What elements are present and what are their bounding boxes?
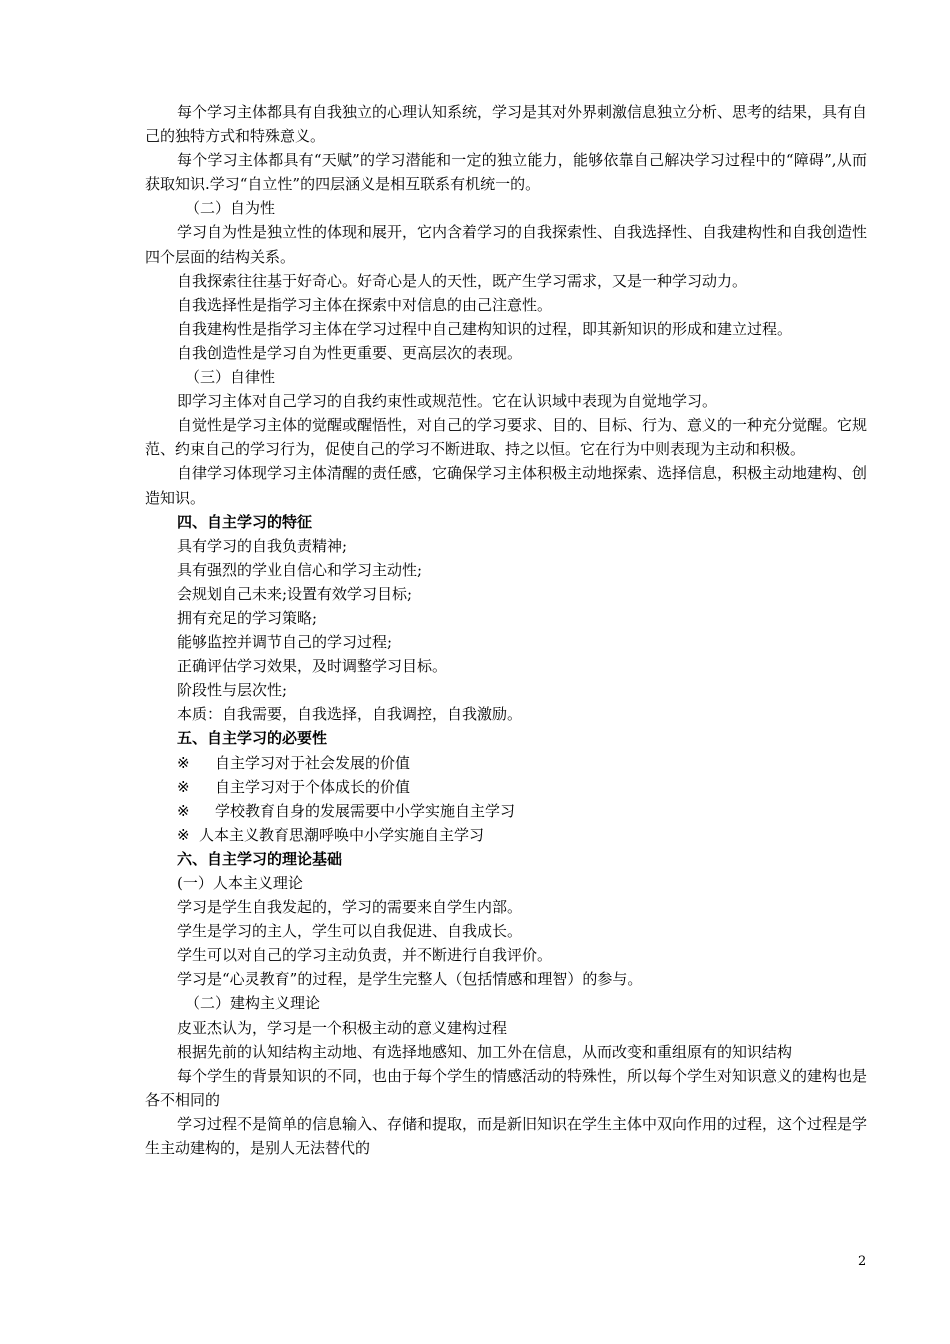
paragraph: 自我建构性是指学习主体在学习过程中自己建构知识的过程，即其新知识的形成和建立过程。 bbox=[177, 319, 793, 338]
paragraph: 每个学习主体都具有自我独立的心理认知系统，学习是其对外界刺激信息独立分析、思考的结果，具有自己的独特方式和特殊意义。 bbox=[145, 103, 868, 146]
page-number: 2 bbox=[858, 1254, 867, 1269]
list-item: 阶段性与层次性; bbox=[177, 681, 288, 700]
paragraph: 自律学习体现学习主体清醒的责任感，它确保学习主体积极主动地探索、选择信息，积极主动地建构、创造知识。 bbox=[145, 464, 868, 507]
paragraph: 自我选择性是指学习主体在探索中对信息的由己注意性。 bbox=[177, 295, 553, 314]
reference-mark-icon: ※ bbox=[177, 801, 190, 820]
reference-mark-icon: ※ bbox=[177, 753, 190, 772]
bullet-item bbox=[145, 799, 867, 823]
paragraph: 自我创造性是学习自为性更重要、更高层次的表现。 bbox=[177, 343, 523, 362]
list-item: 学习是学生自我发起的，学习的需要来自学生内部。 bbox=[177, 898, 523, 917]
document-body bbox=[145, 100, 867, 1160]
paragraph: 即学习主体对自己学习的自我约束性或规范性。它在认识域中表现为自觉地学习。 bbox=[177, 392, 718, 411]
subsection-heading: （二）建构主义理论 bbox=[185, 994, 321, 1013]
paragraph: 每个学习主体都具有“天赋”的学习潜能和一定的独立能力，能够依靠自己解决学习过程中的“障碍”,从而获取知识.学习“自立性”的四层涵义是相互联系有机统一的。 bbox=[145, 151, 867, 194]
section-heading: 六、自主学习的理论基础 bbox=[177, 849, 343, 868]
paragraph: 学习自为性是独立性的体现和展开，它内含着学习的自我探索性、自我选择性、自我建构性和自我创造性四个层面的结构关系。 bbox=[145, 223, 868, 266]
paragraph: 根据先前的认知结构主动地、有选择地感知、加工外在信息，从而改变和重组原有的知识结构 bbox=[177, 1042, 793, 1061]
reference-mark-icon: ※ bbox=[177, 777, 190, 796]
subsection-heading: （二）自为性 bbox=[185, 199, 276, 218]
bullet-item bbox=[145, 823, 867, 847]
list-item: 具有学习的自我负责精神; bbox=[177, 536, 348, 555]
subsection-heading: （三）自律性 bbox=[185, 368, 276, 387]
paragraph: 自觉性是学习主体的觉醒或醒悟性，对自己的学习要求、目的、目标、行为、意义的一种充分觉醒。它规范、约束自己的学习行为，促使自己的学习不断进取、持之以恒。它在行为中则表现为主动和积极。 bbox=[145, 416, 868, 459]
bullet-text: 人本主义教育思潮呼唤中小学实施自主学习 bbox=[199, 825, 485, 844]
reference-mark-icon: ※ bbox=[177, 825, 190, 844]
list-item: 正确评估学习效果，及时调整学习目标。 bbox=[177, 657, 448, 676]
list-item: 具有强烈的学业自信心和学习主动性; bbox=[177, 560, 423, 579]
bullet-item bbox=[145, 751, 867, 775]
list-item: 会规划自己未来;设置有效学习目标; bbox=[177, 584, 413, 603]
paragraph: 皮亚杰认为，学习是一个积极主动的意义建构过程 bbox=[177, 1018, 508, 1037]
list-item: 本质：自我需要，自我选择，自我调控，自我激励。 bbox=[177, 705, 523, 724]
subsection-heading: (一）人本主义理论 bbox=[177, 874, 303, 892]
paragraph: 学习过程不是简单的信息输入、存储和提取，而是新旧知识在学生主体中双向作用的过程，这个过程是学生主动建构的，是别人无法替代的 bbox=[145, 1114, 868, 1158]
bullet-text: 学校教育自身的发展需要中小学实施自主学习 bbox=[215, 801, 516, 820]
bullet-item bbox=[145, 775, 867, 799]
list-item: 学生是学习的主人，学生可以自我促进、自我成长。 bbox=[177, 922, 523, 941]
section-heading: 五、自主学习的必要性 bbox=[177, 729, 328, 748]
list-item: 学生可以对自己的学习主动负责，并不断进行自我评价。 bbox=[177, 946, 553, 965]
bullet-text: 自主学习对于社会发展的价值 bbox=[215, 753, 411, 772]
paragraph: 每个学生的背景知识的不同，也由于每个学生的情感活动的特殊性，所以每个学生对知识意义的建构也是各不相同的 bbox=[145, 1066, 868, 1109]
list-item: 能够监控并调节自己的学习过程; bbox=[177, 633, 393, 652]
list-item: 拥有充足的学习策略; bbox=[177, 608, 318, 627]
paragraph: 自我探索往往基于好奇心。好奇心是人的天性，既产生学习需求，又是一种学习动力。 bbox=[177, 271, 748, 290]
bullet-text: 自主学习对于个体成长的价值 bbox=[215, 777, 411, 796]
list-item: 学习是“心灵教育”的过程，是学生完整人（包括情感和理智）的参与。 bbox=[177, 970, 643, 989]
section-heading: 四、自主学习的特征 bbox=[177, 512, 313, 531]
